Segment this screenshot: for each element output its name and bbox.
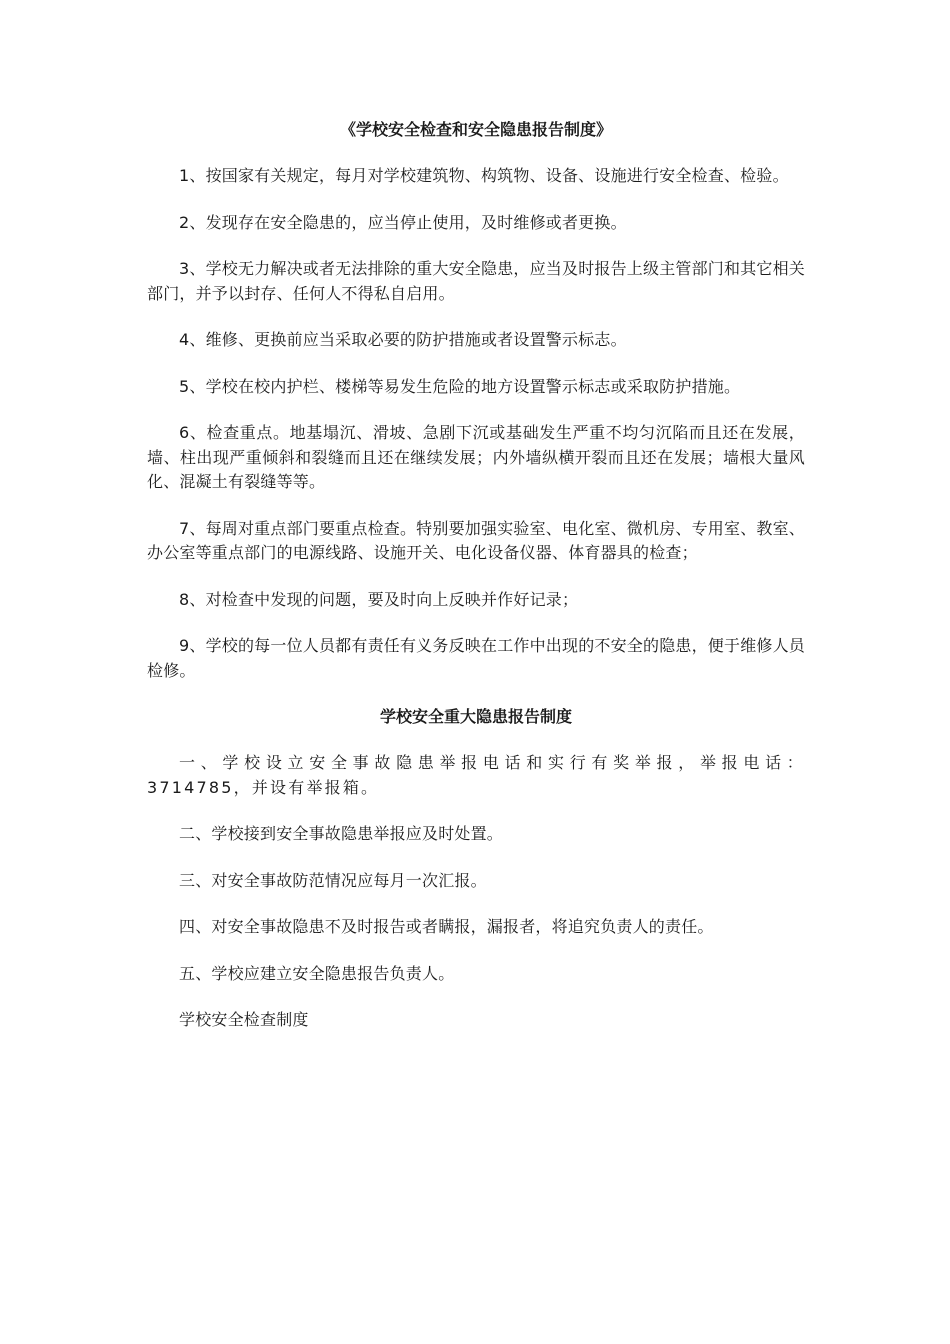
item-9: 9、学校的每一位人员都有责任有义务反映在工作中出现的不安全的隐患，便于维修人员检修。 xyxy=(147,636,805,680)
section2-title: 学校安全重大隐患报告制度 xyxy=(379,707,572,726)
item-5: 5、学校在校内护栏、楼梯等易发生危险的地方设置警示标志或采取防护措施。 xyxy=(179,376,741,396)
section2-item-1: 一、学校设立安全事故隐患举报电话和实行有奖举报，举报电话：3714785，并设有举报箱。 xyxy=(147,753,805,797)
item-6: 6、检查重点。地基塌沉、滑坡、急剧下沉或基础发生严重不均匀沉陷而且还在发展，墙、柱出现严重倾斜和裂缝而且还在继续发展；内外墙纵横开裂而且还在发展；墙根大量风化、混凝土有裂缝等等。 xyxy=(147,423,805,491)
item-1: 1、按国家有关规定，每月对学校建筑物、构筑物、设备、设施进行安全检查、检验。 xyxy=(179,166,789,185)
document-title: 《学校安全检查和安全隐患报告制度》 xyxy=(339,120,612,139)
section2-item-4: 四、对安全事故隐患不及时报告或者瞒报，漏报者，将追究负责人的责任。 xyxy=(179,917,714,936)
item-7: 7、每周对重点部门要重点检查。特别要加强实验室、电化室、微机房、专用室、教室、办公室等重点部门的电源线路、设施开关、电化设备仪器、体育器具的检查； xyxy=(147,518,805,562)
item-3: 3、学校无力解决或者无法排除的重大安全隐患，应当及时报告上级主管部门和其它相关部门，并予以封存、任何人不得私自启用。 xyxy=(147,259,805,303)
section2-item-5: 五、学校应建立安全隐患报告负责人。 xyxy=(179,963,455,983)
section2-item-3: 三、对安全事故防范情况应每月一次汇报。 xyxy=(179,870,487,890)
item-4: 4、维修、更换前应当采取必要的防护措施或者设置警示标志。 xyxy=(179,330,627,349)
item-2: 2、发现存在安全隐患的，应当停止使用，及时维修或者更换。 xyxy=(179,212,627,232)
section2-item-2: 二、学校接到安全事故隐患举报应及时处置。 xyxy=(179,824,504,843)
document-page xyxy=(147,118,805,1055)
footer-heading: 学校安全检查制度 xyxy=(179,1010,309,1029)
item-8: 8、对检查中发现的问题，要及时向上反映并作好记录； xyxy=(179,589,579,609)
